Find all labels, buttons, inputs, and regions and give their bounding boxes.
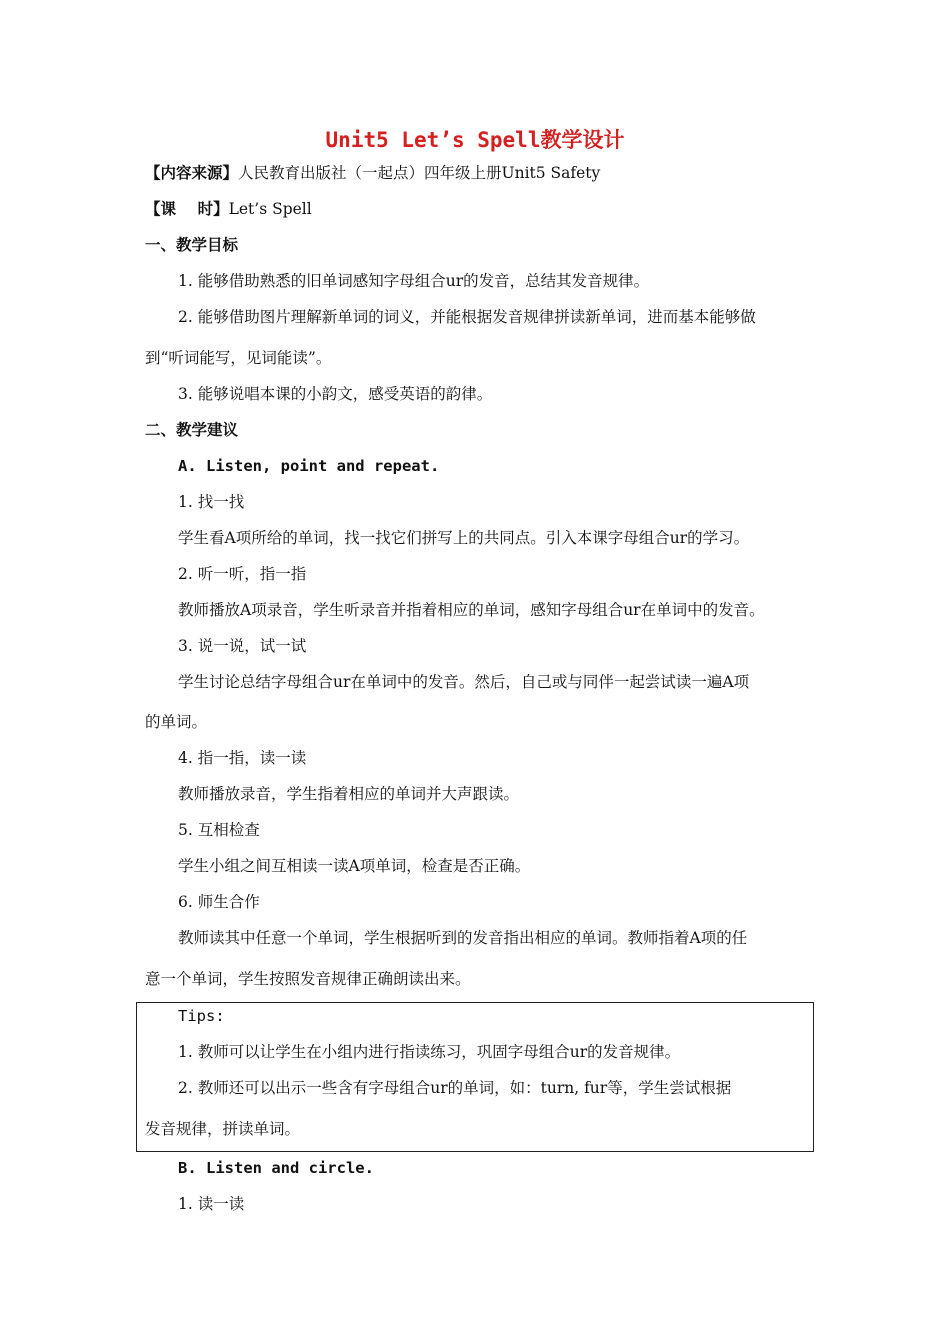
objective-item: 3. 能够说唱本课的小韵文，感受英语的韵律。: [178, 385, 493, 403]
part-a-heading: A. Listen, point and repeat.: [178, 457, 440, 475]
part-b-heading: B. Listen and circle.: [178, 1159, 374, 1177]
step-text: 学生看A项所给的单词，找一找它们拼写上的共同点。引入本课字母组合ur的学习。: [178, 529, 750, 547]
page-title: Unit5 Let’s Spell教学设计: [325, 128, 625, 152]
step-text: 教师读其中任意一个单词，学生根据听到的发音指出相应的单词。教师指着A项的任: [178, 929, 748, 947]
section2-heading: 二、教学建议: [145, 420, 239, 439]
step-text-continued: 的单词。: [145, 713, 208, 731]
step-text: 教师播放录音，学生指着相应的单词并大声跟读。: [178, 785, 520, 803]
step-text: 学生小组之间互相读一读A项单词，检查是否正确。: [178, 857, 531, 875]
step-title: 1. 找一找: [178, 493, 245, 511]
tips-label: Tips:: [178, 1007, 225, 1025]
objective-item: 2. 能够借助图片理解新单词的词义，并能根据发音规律拼读新单词，进而基本能够做: [178, 308, 756, 326]
tip-item-continued: 发音规律，拼读单词。: [145, 1120, 301, 1138]
period-value: Let’s Spell: [228, 200, 312, 218]
step-title: 5. 互相检查: [178, 821, 260, 839]
objective-item-continued: 到“听词能写，见词能读”。: [145, 349, 332, 367]
step-title: 2. 听一听，指一指: [178, 565, 307, 583]
tip-item: 2. 教师还可以出示一些含有字母组合ur的单词，如：turn, fur等，学生尝试根据: [178, 1079, 732, 1097]
objective-item: 1. 能够借助熟悉的旧单词感知字母组合ur的发音，总结其发音规律。: [178, 272, 650, 290]
source-line: [145, 162, 600, 184]
step-title: 3. 说一说，试一试: [178, 637, 307, 655]
step-text: 教师播放A项录音，学生听录音并指着相应的单词，感知字母组合ur在单词中的发音。: [178, 601, 765, 619]
period-label: 【课 时】: [145, 199, 229, 218]
period-line: [145, 198, 312, 220]
source-value: 人民教育出版社（一起点）四年级上册Unit5 Safety: [238, 164, 601, 182]
step-title: 4. 指一指，读一读: [178, 749, 307, 767]
step-text-continued: 意一个单词，学生按照发音规律正确朗读出来。: [145, 970, 471, 988]
step-title: 6. 师生合作: [178, 893, 260, 911]
step-title: 1. 读一读: [178, 1195, 245, 1213]
source-label: 【内容来源】: [145, 163, 239, 182]
step-text: 学生讨论总结字母组合ur在单词中的发音。然后，自己或与同伴一起尝试读一遍A项: [178, 673, 750, 691]
section1-heading: 一、教学目标: [145, 235, 239, 254]
tip-item: 1. 教师可以让学生在小组内进行指读练习，巩固字母组合ur的发音规律。: [178, 1043, 681, 1061]
